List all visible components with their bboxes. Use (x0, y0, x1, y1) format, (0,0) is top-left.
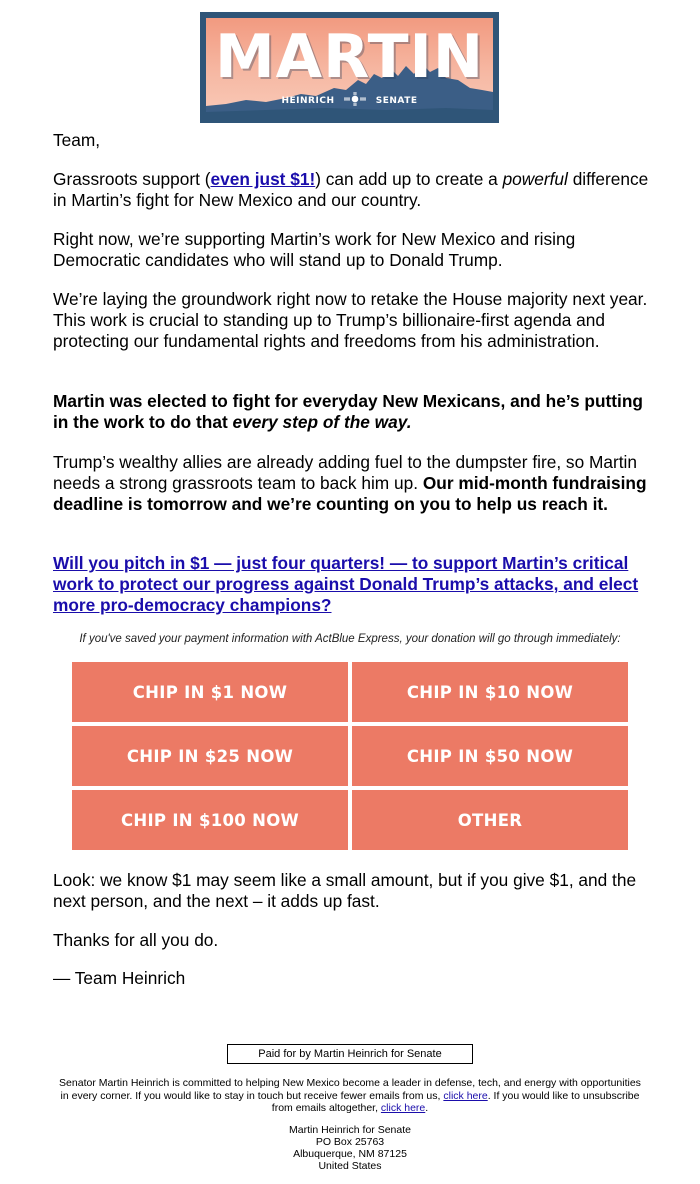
paragraph-5-text (53, 452, 653, 515)
p1-middle: ) can add up to create a (315, 169, 503, 189)
paragraph-2-text: Right now, we’re supporting Martin’s work for New Mexico and rising Democratic candidates who will stand up to Donald Trump. (53, 229, 576, 270)
cta-paragraph (53, 553, 653, 616)
paragraph-6-text: Look: we know $1 may seem like a small amount, but if you give $1, and the next person, and the next – it adds up fast. (53, 870, 637, 911)
p5-bold: Our mid-month fundraising deadline is tomorrow and we’re counting on you to help us reach it. (53, 473, 647, 514)
mailing-address (0, 1124, 700, 1172)
actblue-express-note: If you've saved your payment information with ActBlue Express, your donation will go through immediately: (79, 633, 621, 645)
paragraph-3-text: We’re laying the groundwork right now to retake the House majority next year. This work is crucial to standing up to Trump’s billionaire-first agenda and protecting our fundamental rights and freedoms from his administration. (53, 289, 648, 351)
campaign-logo (200, 12, 499, 123)
p1-emphasis: powerful (502, 169, 568, 189)
other-amount-button[interactable]: OTHER (352, 790, 628, 850)
footer-msg-3: . (425, 1102, 429, 1114)
footer-msg-2: . If you would like to unsubscribe from emails altogether, (271, 1089, 640, 1114)
fewer-emails-link[interactable]: click here (443, 1089, 488, 1102)
p5-regular: Trump’s wealthy allies are already adding fuel to the dumpster fire, so Martin needs a strong grassroots team to back him up. (53, 452, 638, 493)
paragraph-7-text: Thanks for all you do. (53, 930, 219, 950)
chip-in-50-button[interactable]: CHIP IN $50 NOW (352, 726, 628, 786)
address-line: Albuquerque, NM 87125 (293, 1148, 407, 1160)
paragraph-6 (53, 870, 653, 912)
paragraph-1-text (53, 169, 653, 211)
greeting (53, 130, 653, 151)
paragraph-1 (53, 169, 653, 211)
address-line: Martin Heinrich for Senate (289, 1124, 411, 1136)
even-just-1-link[interactable]: even just $1! (210, 169, 316, 189)
zia-sun-icon (344, 92, 366, 109)
logo-name: MARTIN (214, 22, 485, 92)
cta-donate-link[interactable]: Will you pitch in $1 — just four quarters! — to support Martin’s critical work to protect our progress against Donald Trump’s attacks, and elect more pro-democracy champions? (53, 553, 639, 615)
chip-in-10-button[interactable]: CHIP IN $10 NOW (352, 662, 628, 722)
address-line: PO Box 25763 (315, 1136, 385, 1148)
paragraph-4-text (53, 391, 653, 433)
footer-msg-1: Senator Martin Heinrich is committed to helping New Mexico become a leader in defense, tech, and energy with opportunities in every corner. If you would like to stay in touch but receive fewer emails from us, (59, 1077, 641, 1102)
paragraph-5 (53, 452, 653, 515)
address-line: United States (318, 1160, 382, 1172)
logo-tagline (206, 92, 493, 109)
paragraph-2 (53, 229, 653, 271)
chip-in-1-button[interactable]: CHIP IN $1 NOW (72, 662, 348, 722)
chip-in-25-button[interactable]: CHIP IN $25 NOW (72, 726, 348, 786)
donation-button-grid (72, 662, 628, 850)
signoff (53, 968, 653, 989)
paragraph-7 (53, 930, 653, 951)
p4-bold: Martin was elected to fight for everyday New Mexicans, and he’s putting in the work to do that (53, 391, 643, 432)
paragraph-4 (53, 391, 653, 433)
logo-background (206, 18, 493, 117)
paid-for-disclaimer: Paid for by Martin Heinrich for Senate (227, 1044, 473, 1064)
p1-before: Grassroots support ( (53, 169, 211, 189)
paragraph-3 (53, 289, 653, 352)
greeting-text: Team, (53, 130, 101, 150)
footer-message (55, 1077, 645, 1115)
signoff-text: — Team Heinrich (53, 968, 186, 988)
logo-sub-right: SENATE (375, 96, 418, 106)
p4-bold-italic: every step of the way. (232, 412, 412, 432)
p1-after: difference in Martin’s fight for New Mexico and our country. (53, 169, 649, 210)
logo-sub-left: HEINRICH (281, 96, 335, 106)
unsubscribe-link[interactable]: click here (380, 1102, 426, 1114)
chip-in-100-button[interactable]: CHIP IN $100 NOW (72, 790, 348, 850)
